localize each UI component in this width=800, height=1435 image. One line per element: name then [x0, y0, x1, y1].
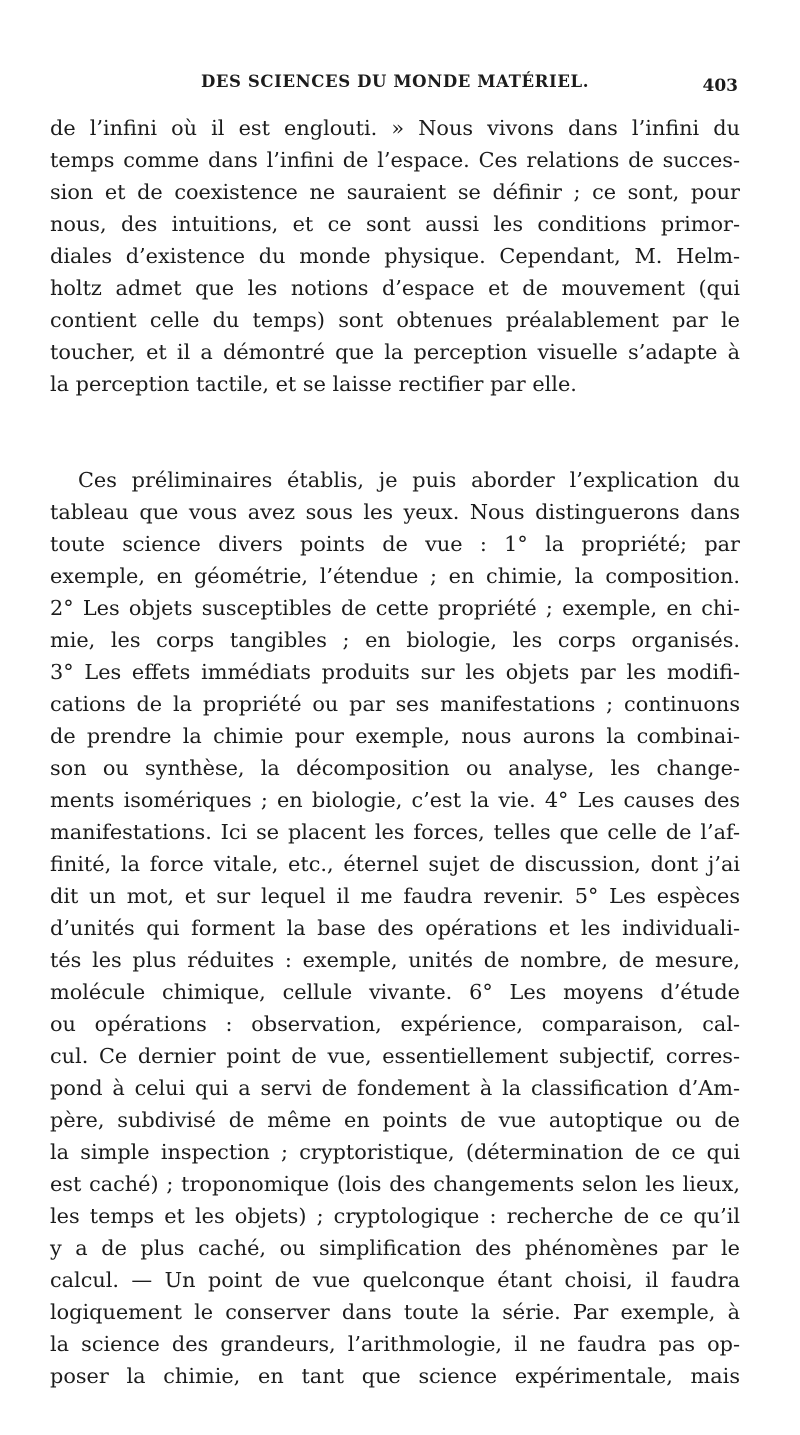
- text-line: de prendre la chimie pour exemple, nous aurons la combinai-: [50, 724, 740, 748]
- text-line: de l’infini où il est englouti. » Nous vivons dans l’infini du: [50, 116, 740, 140]
- body-text: [50, 112, 740, 1392]
- paragraph-2: [50, 464, 740, 1392]
- text-line: poser la chimie, en tant que science expérimentale, mais: [50, 1364, 740, 1388]
- text-line: père, subdivisé de même en points de vue autoptique ou de: [50, 1108, 740, 1132]
- text-line: exemple, en géométrie, l’étendue ; en chimie, la composition.: [50, 564, 740, 588]
- text-line: toucher, et il a démontré que la perception visuelle s’adapte à: [50, 340, 740, 364]
- paragraph-1: [50, 112, 740, 400]
- text-line: toute science divers points de vue : 1° la propriété; par: [50, 532, 740, 556]
- text-line: diales d’existence du monde physique. Cependant, M. Helm-: [50, 244, 740, 268]
- text-line: les temps et les objets) ; cryptologique : recherche de ce qu’il: [50, 1204, 740, 1228]
- book-page: [50, 72, 740, 1392]
- text-line: logiquement le conserver dans toute la série. Par exemple, à: [50, 1300, 740, 1324]
- text-line: sion et de coexistence ne sauraient se définir ; ce sont, pour: [50, 180, 740, 204]
- text-line: la science des grandeurs, l’arithmologie, il ne faudra pas op-: [50, 1332, 740, 1356]
- text-line: tés les plus réduites : exemple, unités de nombre, de mesure,: [50, 948, 740, 972]
- page-number: 403: [702, 76, 738, 96]
- text-line: est caché) ; troponomique (lois des changements selon les lieux,: [50, 1172, 740, 1196]
- text-line: ou opérations : observation, expérience, comparaison, cal-: [50, 1012, 740, 1036]
- text-line: finité, la force vitale, etc., éternel sujet de discussion, dont j’ai: [50, 852, 740, 876]
- text-line: manifestations. Ici se placent les forces, telles que celle de l’af-: [50, 820, 740, 844]
- text-line: 2° Les objets susceptibles de cette propriété ; exemple, en chi-: [50, 596, 740, 620]
- text-line: Ces préliminaires établis, je puis aborder l’explication du: [78, 468, 740, 492]
- text-line: pond à celui qui a servi de fondement à la classification d’Am-: [50, 1076, 740, 1100]
- text-line: molécule chimique, cellule vivante. 6° Les moyens d’étude: [50, 980, 740, 1004]
- text-line: son ou synthèse, la décomposition ou analyse, les change-: [50, 756, 740, 780]
- text-line: cul. Ce dernier point de vue, essentiellement subjectif, corres-: [50, 1044, 740, 1068]
- text-line: holtz admet que les notions d’espace et de mouvement (qui: [50, 276, 740, 300]
- text-line: tableau que vous avez sous les yeux. Nous distinguerons dans: [50, 500, 740, 524]
- text-line: nous, des intuitions, et ce sont aussi les conditions primor-: [50, 212, 740, 236]
- text-line: cations de la propriété ou par ses manifestations ; continuons: [50, 692, 740, 716]
- page-header: [50, 72, 740, 112]
- text-line: d’unités qui forment la base des opérations et les individuali-: [50, 916, 740, 940]
- text-line: calcul. — Un point de vue quelconque étant choisi, il faudra: [50, 1268, 740, 1292]
- text-line: dit un mot, et sur lequel il me faudra revenir. 5° Les espèces: [50, 884, 740, 908]
- text-line: 3° Les effets immédiats produits sur les objets par les modifi-: [50, 660, 740, 684]
- text-line: temps comme dans l’infini de l’espace. Ces relations de succes-: [50, 148, 740, 172]
- running-head: DES SCIENCES DU MONDE MATÉRIEL.: [200, 72, 590, 91]
- text-line: ments isomériques ; en biologie, c’est la vie. 4° Les causes des: [50, 788, 740, 812]
- text-line: contient celle du temps) sont obtenues préalablement par le: [50, 308, 740, 332]
- text-line: la simple inspection ; cryptoristique, (détermination de ce qui: [50, 1140, 740, 1164]
- text-line: mie, les corps tangibles ; en biologie, les corps organisés.: [50, 628, 740, 652]
- text-line: la perception tactile, et se laisse rectifier par elle.: [50, 372, 577, 396]
- text-line: y a de plus caché, ou simplification des phénomènes par le: [50, 1236, 740, 1260]
